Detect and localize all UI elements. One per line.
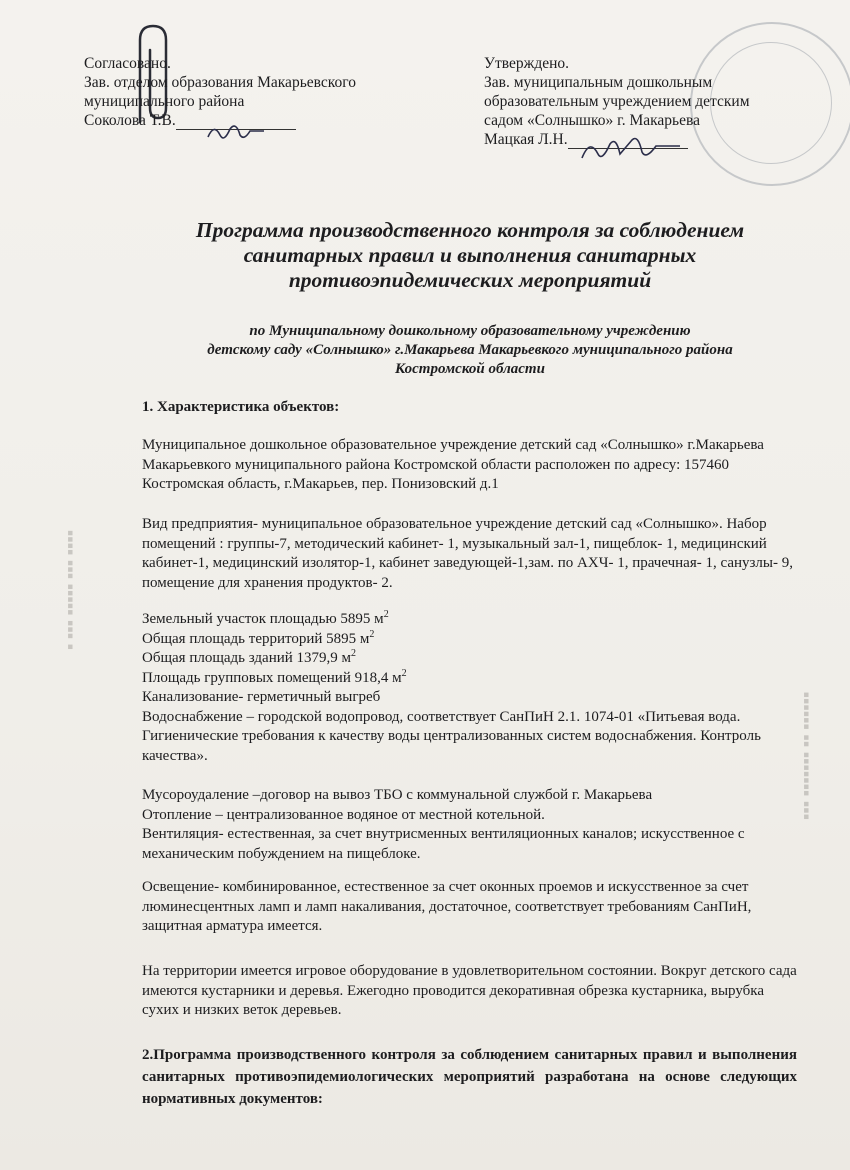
approval-block-left xyxy=(84,54,356,130)
title-line-2: санитарных правил и выполнения санитарных xyxy=(243,243,697,267)
heating: Отопление – централизованное водяное от местной котельной. xyxy=(142,806,545,823)
group-area: Площадь групповых помещений 918,4 $м^2$ xyxy=(142,667,407,686)
territory-paragraph xyxy=(142,962,797,1021)
approval-left-signer: Соколова Т.В. xyxy=(84,112,176,129)
section-1-heading: 1. Характеристика объектов: xyxy=(142,399,340,415)
location-text: Муниципальное дошкольное образовательное учреждение детский сад «Солнышко» г.Макарьева Макарьевкого муниципального района Костромской области расположен по адресу: 157460 Костромская область, г.Макарьев, пер. Понизовский д.1 xyxy=(142,437,764,492)
bleed-through-text: ▪ ▪▪▪ ▪▪▪▪▪ ▪▪▪ ▪▪▪▪ xyxy=(60,529,80,650)
approval-left-line-1: Согласовано. xyxy=(84,55,171,72)
approval-left-line-2: Зав. отделом образования Макарьевского xyxy=(84,74,356,91)
territory-equipment: На территории имеется игровое оборудование в удовлетворительном состоянии. Вокруг детского сада имеются кустарники и деревья. Ежегодно проводится декоративная обрезка кустарника, вырубка сухих и низких веток деревьев. xyxy=(142,963,797,1018)
land-area: Земельный участок площадью 5895 $м^2$ xyxy=(142,609,389,627)
approval-block-right xyxy=(484,54,750,149)
sewerage: Канализование- герметичный выгреб xyxy=(142,689,381,705)
paragraph-premises xyxy=(142,515,797,593)
approval-right-line-1: Утверждено. xyxy=(484,55,570,72)
section-2 xyxy=(142,1044,797,1110)
waste-removal: Мусороудаление –договор на вывоз ТБО с коммунальной службой г. Макарьева xyxy=(142,787,653,803)
premises-text: Вид предприятия- муниципальное образовательное учреждение детский сад «Солнышко». Набор помещений : группы-7, методический кабинет- 1, музыкальный зал-1, пищеблок- 1, медицинский кабинет-1, медицинский изолятор-1, кабинет заведующей-1,зам. по АХЧ- 1, прачечная- 1, санузлы- 9, помещение для хранения продуктов- 2. xyxy=(142,516,793,591)
title-line-1: Программа производственного контроля за соблюдением xyxy=(195,218,745,242)
area-list xyxy=(142,610,797,766)
signature-right xyxy=(576,132,686,166)
approval-left-line-4 xyxy=(84,111,356,130)
section-2-heading: 2.Программа производственного контроля за соблюдением санитарных правил и выполнения санитарных противоэпидемиологических мероприятий разработана на основе следующих нормативных документов: xyxy=(142,1047,797,1107)
document-subtitle xyxy=(150,322,790,379)
territory-area: Общая площадь территорий 5895 $м^2$ xyxy=(142,628,375,647)
approval-right-signer: Мацкая Л.Н. xyxy=(484,131,568,148)
approval-right-line-5 xyxy=(484,130,750,149)
document-title xyxy=(150,218,790,293)
water-supply: Водоснабжение – городской водопровод, соответствует СанПиН 2.1. 1074-01 «Питьевая вода. Гигиенические требования к качеству воды централизованных систем водоснабжения. Контроль качества». xyxy=(142,708,761,764)
lighting-paragraph xyxy=(142,878,797,937)
signature-left xyxy=(204,119,274,145)
section-1 xyxy=(142,398,797,418)
ventilation: Вентиляция- естественная, за счет внутрисменных вентиляционных каналов; искусственное с механическим побуждением на пищеблоке. xyxy=(142,826,745,862)
subtitle-line-3: Костромской области xyxy=(395,361,545,377)
subtitle-line-1: по Муниципальному дошкольному образовательному учреждению xyxy=(249,323,691,339)
buildings-area: Общая площадь зданий 1379,9 $м^2$ xyxy=(142,648,357,666)
signature-line-right xyxy=(568,148,688,149)
lighting: Освещение- комбинированное, естественное за счет оконных проемов и искусственное за счет люминесцентных ламп и ламп накаливания, достаточное, соответствует требованиям СанПиН, защитная арматура имеется. xyxy=(142,879,752,934)
utilities xyxy=(142,786,797,864)
approval-right-line-4: садом «Солнышко» г. Макарьева xyxy=(484,112,700,129)
signature-line-left xyxy=(176,129,296,130)
subtitle-line-2: детскому саду «Солнышко» г.Макарьева Макарьевкого муниципального района xyxy=(207,342,733,358)
approval-right-line-3: образовательным учреждением детским xyxy=(484,93,750,110)
bleed-through-text: ▪▪▪ ▪▪▪▪▪▪▪ ▪▪ ▪▪▪▪▪▪ xyxy=(796,691,816,820)
paragraph-location xyxy=(142,436,797,495)
approval-left-line-3: муниципального района xyxy=(84,93,245,110)
title-line-3: противоэпидемических мероприятий xyxy=(288,268,652,292)
approval-right-line-2: Зав. муниципальным дошкольным xyxy=(484,74,713,91)
